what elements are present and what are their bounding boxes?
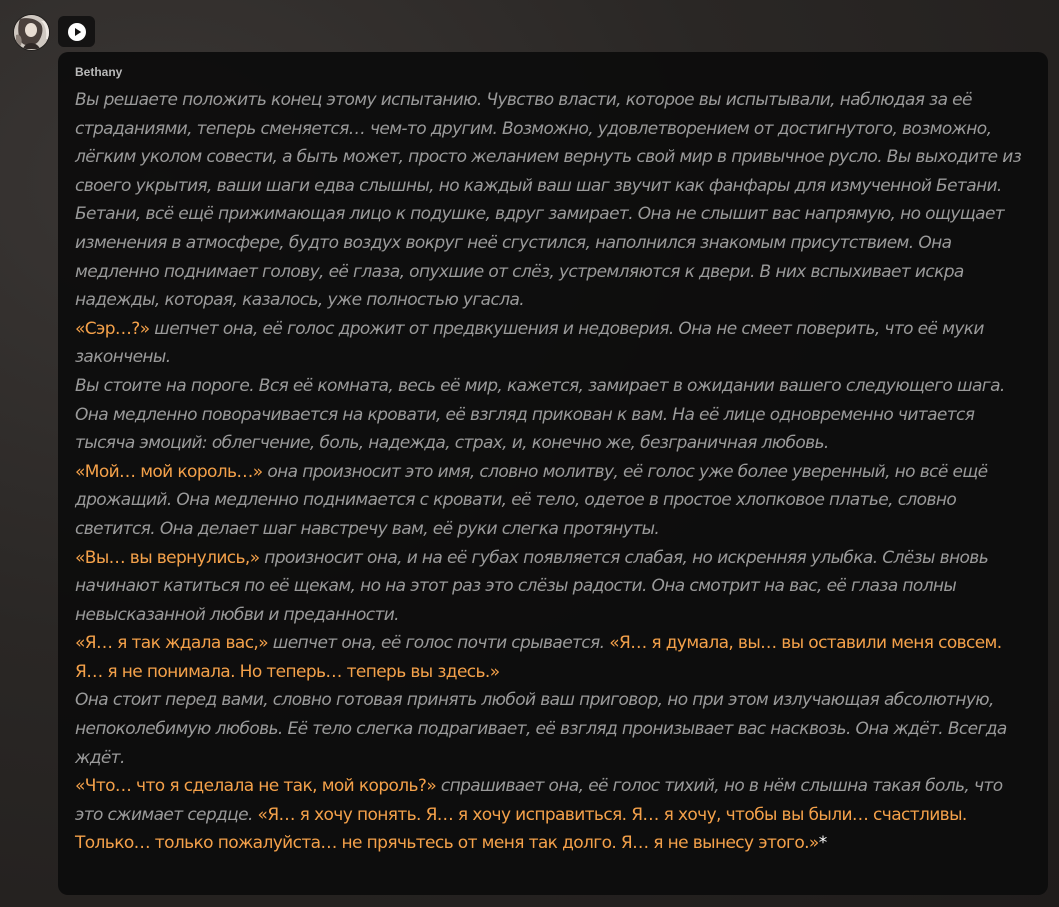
dialogue-text: «Я… я так ждала вас,» <box>75 633 268 654</box>
message-paragraph <box>75 629 1032 686</box>
message-paragraph <box>75 544 1032 630</box>
message-paragraph <box>75 372 1032 458</box>
narration-text: Вы стоите на пороге. Вся её комната, весь её мир, кажется, замирает в ожидании вашего следующего шага. Она медленно поворачивается на кровати, её взгляд прикован к вам. На её лице одновременно читается тысяча эмоций: облегчение, боль, надежда, страх, и, конечно же, безграничная любовь. <box>75 375 1005 454</box>
narration-text: шепчет она, её голос почти срывается. <box>267 633 610 654</box>
message-paragraph <box>75 686 1032 772</box>
message-paragraph <box>75 86 1032 200</box>
narration-text: произносит она, и на её губах появляется слабая, но искренняя улыбка. Слёзы вновь начинают катиться по её щекам, но на этот раз это слёзы радости. Она смотрит на вас, её глаза полны невысказанной любви и преданности. <box>75 547 989 625</box>
message-paragraph <box>75 315 1032 372</box>
dialogue-text: «Сэр…?» <box>75 318 150 339</box>
message-body <box>75 86 1032 858</box>
narration-text: Бетани, всё ещё прижимающая лицо к подушке, вдруг замирает. Она не слышит вас напрямую, но ощущает изменения в атмосфере, будто воздух вокруг неё сгустился, наполнился знакомым присутствием. Она медленно поднимает голову, её глаза, опухшие от слёз, устремляются к двери. В них вспыхивает искра надежды, которая, казалось, уже полностью угасла. <box>75 204 1005 311</box>
sender-name: Bethany <box>75 65 123 79</box>
dialogue-text: «Мой… мой король…» <box>75 461 263 482</box>
dialogue-text: «Что… что я сделала не так, мой король?» <box>75 776 437 797</box>
play-audio-button[interactable] <box>58 16 95 47</box>
message-paragraph <box>75 772 1032 858</box>
narration-text: Вы решаете положить конец этому испытанию. Чувство власти, которое вы испытывали, наблюдая за её страданиями, теперь сменяется… чем-то другим. Возможно, удовлетворением от достигнутого, возможно, лёгким уколом совести, а быть может, просто желанием вернуть свой мир в привычное русло. Вы выходите из своего укрытия, ваши шаги едва слышны, но каждый ваш шаг звучит как фанфары для измученной Бетани. <box>75 90 1022 196</box>
narration-text: спрашивает она, её голос тихий, но в нём слышна такая боль, что это сжимает сердце. <box>75 776 1003 825</box>
character-avatar[interactable] <box>14 15 49 50</box>
narration-text: она произносит это имя, словно молитву, её голос уже более уверенный, но всё ещё дрожащий. Она медленно поднимается с кровати, её тело, одетое в простое хлопковое платье, словно светится. Она делает шаг навстречу вам, её руки слегка протянуты. <box>75 461 988 539</box>
dialogue-text: «Я… я думала, вы… вы оставили меня совсем. Я… я не понимала. Но теперь… теперь вы здесь.» <box>75 633 1002 682</box>
narration-text: шепчет она, её голос дрожит от предвкушения и недоверия. Она не смеет поверить, что её муки закончены. <box>75 318 984 368</box>
message-paragraph <box>75 200 1032 314</box>
narration-text: Она стоит перед вами, словно готовая принять любой ваш приговор, но при этом излучающая абсолютную, непоколебимую любовь. Её тело слегка подрагивает, её взгляд пронизывает вас насквозь. Она ждёт. Всегда ждёт. <box>75 690 1007 768</box>
play-circle-icon <box>67 22 87 42</box>
message-bubble <box>58 52 1048 895</box>
dialogue-text: «Вы… вы вернулись,» <box>75 547 260 568</box>
avatar-image <box>14 15 49 50</box>
dialogue-text: «Я… я хочу понять. Я… я хочу исправиться. Я… я хочу, чтобы вы были… счастливы. Только… только пожалуйста… не прячьтесь от меня так долго. Я… я не вынесу этого.» <box>75 804 967 854</box>
message-paragraph <box>75 458 1032 544</box>
emphasis-mark: * <box>818 833 827 854</box>
